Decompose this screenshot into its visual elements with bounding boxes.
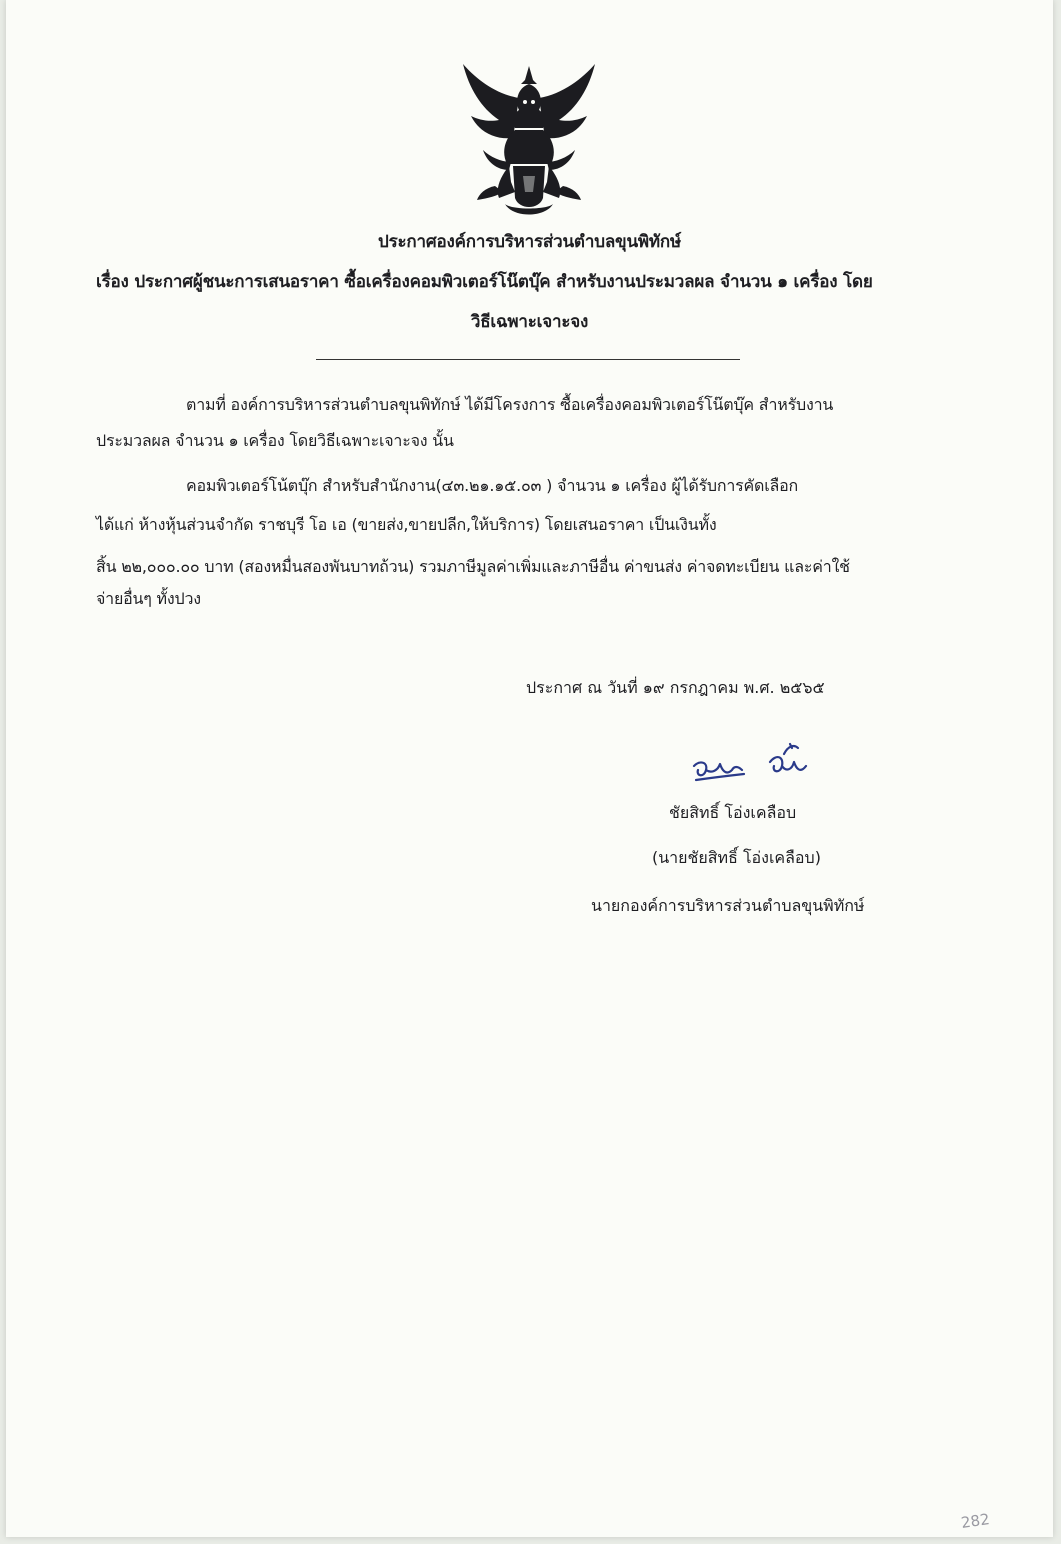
body-line-2: ประมวลผล จำนวน ๑ เครื่อง โดยวิธีเฉพาะเจาะจง นั้น xyxy=(96,431,454,450)
subject-line-2: วิธีเฉพาะเจาะจง xyxy=(470,312,589,332)
announcement-date: ประกาศ ณ วันที่ ๑๙ กรกฎาคม พ.ศ. ๒๕๖๕ xyxy=(526,678,825,697)
document-page xyxy=(6,0,1053,1537)
body-line-4: ได้แก่ ห้างหุ้นส่วนจำกัด ราชบุรี โอ เอ (ขายส่ง,ขายปลีก,ให้บริการ) โดยเสนอราคา เป็นเงินทั้ง xyxy=(96,515,717,534)
body-line-1: ตามที่ องค์การบริหารส่วนตำบลขุนพิทักษ์ ได้มีโครงการ ซื้อเครื่องคอมพิวเตอร์โน๊ตบุ๊ค สำหรับงาน xyxy=(186,395,834,414)
title-divider xyxy=(316,359,740,360)
handwritten-page-number: 282 xyxy=(959,1510,991,1532)
signatory-full-name: (นายชัยสิทธิ์ โอ่งเคลือบ) xyxy=(652,848,821,867)
body-line-3: คอมพิวเตอร์โน้ตบุ๊ก สำหรับสำนักงาน(๔๓.๒๑.๑๕.๐๓ ) จำนวน ๑ เครื่อง ผู้ได้รับการคัดเลือก xyxy=(186,476,799,495)
body-line-5: สิ้น ๒๒,๐๐๐.๐๐ บาท (สองหมื่นสองพันบาทถ้วน) รวมภาษีมูลค่าเพิ่มและภาษีอื่น ค่าขนส่ง ค่าจดทะเบียน และค่าใช้ xyxy=(96,557,850,576)
signatory-position: นายกองค์การบริหารส่วนตำบลขุนพิทักษ์ xyxy=(591,896,865,915)
handwritten-signature xyxy=(686,740,816,790)
body-line-6: จ่ายอื่นๆ ทั้งปวง xyxy=(96,589,201,608)
signatory-name: ชัยสิทธิ์ โอ่งเคลือบ xyxy=(669,803,797,822)
subject-line-1: เรื่อง ประกาศผู้ชนะการเสนอราคา ซื้อเครื่องคอมพิวเตอร์โน๊ตบุ๊ค สำหรับงานประมวลผล จำนวน ๑ เครื่อง โดย xyxy=(96,272,873,292)
announcement-title: ประกาศองค์การบริหารส่วนตำบลขุนพิทักษ์ xyxy=(377,232,682,252)
garuda-emblem-icon xyxy=(455,58,603,223)
